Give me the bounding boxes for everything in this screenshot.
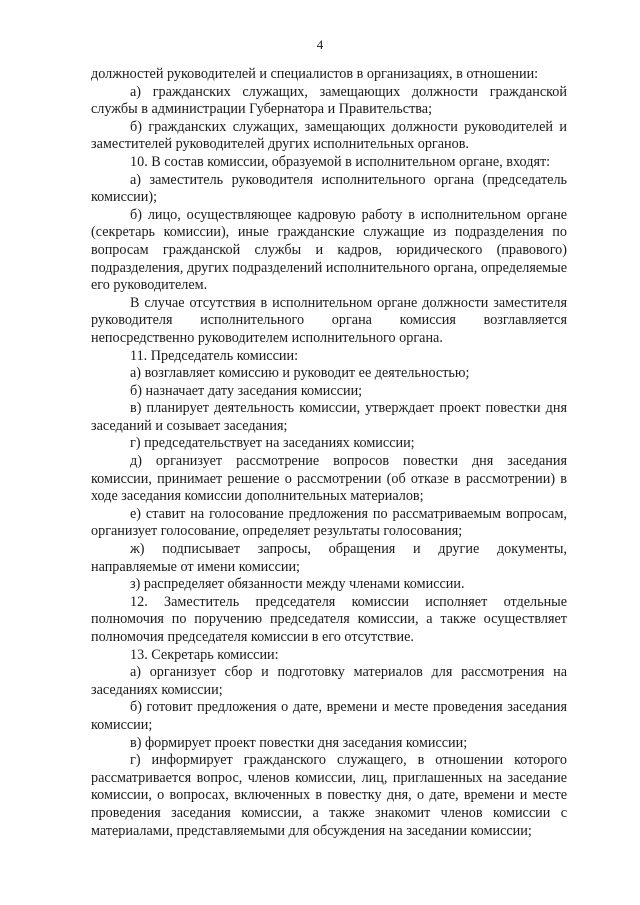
paragraph-11a: а) возглавляет комиссию и руководит ее деятельностью; xyxy=(130,365,470,382)
paragraph-13v: в) формирует проект повестки дня заседания комиссии; xyxy=(130,734,468,751)
paragraph-13g: г) информирует гражданского служащего, в отношении которого рассматривается вопрос, членов комиссии, лиц, приглашенных на заседание комиссии, о вопросах, включенных в повестку дня, о дате, времени и месте проведения заседания комиссии, а также знакомит членов комиссии с материалами, представляемыми для обсуждения на заседании комиссии; xyxy=(91,752,567,839)
paragraph-11d: д) организует рассмотрение вопросов повестки дня заседания комиссии, принимает решение о рассмотрении (об отказе в рассмотрении) в ходе заседания комиссии дополнительных материалов; xyxy=(91,453,567,505)
paragraph-9b: б) гражданских служащих, замещающих должности руководителей и заместителей руководителей других исполнительных органов. xyxy=(91,118,567,153)
paragraph-11z: з) распределяет обязанности между членами комиссии. xyxy=(130,576,465,593)
paragraph-12: 12. Заместитель председателя комиссии исполняет отдельные полномочия по поручению председателя комиссии, а также осуществляет полномочия председателя комиссии в его отсутствие. xyxy=(91,593,567,645)
paragraph-10-note: В случае отсутствия в исполнительном органе должности заместителя руководителя исполнительного органа комиссия возглавляется непосредственно руководителем исполнительного органа. xyxy=(91,294,567,346)
paragraph-13: 13. Секретарь комиссии: xyxy=(130,646,279,663)
paragraph-10b: б) лицо, осуществляющее кадровую работу в исполнительном органе (секретарь комиссии), иные гражданские служащие из подразделения по вопросам гражданской службы и кадров, юридического (правового) подразделения, других подразделений исполнительного органа, определяемые его руководителем. xyxy=(91,206,567,294)
paragraph-13a: а) организует сбор и подготовку материалов для рассмотрения на заседаниях комиссии; xyxy=(91,664,567,698)
paragraph-11g: г) председательствует на заседаниях комиссии; xyxy=(130,435,415,452)
paragraph-11zh: ж) подписывает запросы, обращения и другие документы, направляемые от имени комиссии; xyxy=(91,541,567,575)
paragraph-11v: в) планирует деятельность комиссии, утверждает проект повестки дня заседаний и созывает заседания; xyxy=(91,400,567,434)
page-number: 4 xyxy=(316,37,324,52)
paragraph-11b: б) назначает дату заседания комиссии; xyxy=(130,382,363,399)
paragraph-11: 11. Председатель комиссии: xyxy=(130,347,299,364)
paragraph-10: 10. В состав комиссии, образуемой в исполнительном органе, входят: xyxy=(130,153,551,170)
document-body xyxy=(91,66,567,840)
paragraph-9a: а) гражданских служащих, замещающих должности гражданской службы в администрации Губернатора и Правительства; xyxy=(91,83,567,118)
paragraph-10a: а) заместитель руководителя исполнительного органа (председатель комиссии); xyxy=(91,171,567,206)
paragraph-11e: е) ставит на голосование предложения по рассматриваемым вопросам, организует голосование, определяет результаты голосования; xyxy=(91,505,567,540)
paragraph-13b: б) готовит предложения о дате, времени и месте проведения заседания комиссии; xyxy=(91,699,567,733)
paragraph-continuation: должностей руководителей и специалистов в организациях, в отношении: xyxy=(91,66,539,82)
